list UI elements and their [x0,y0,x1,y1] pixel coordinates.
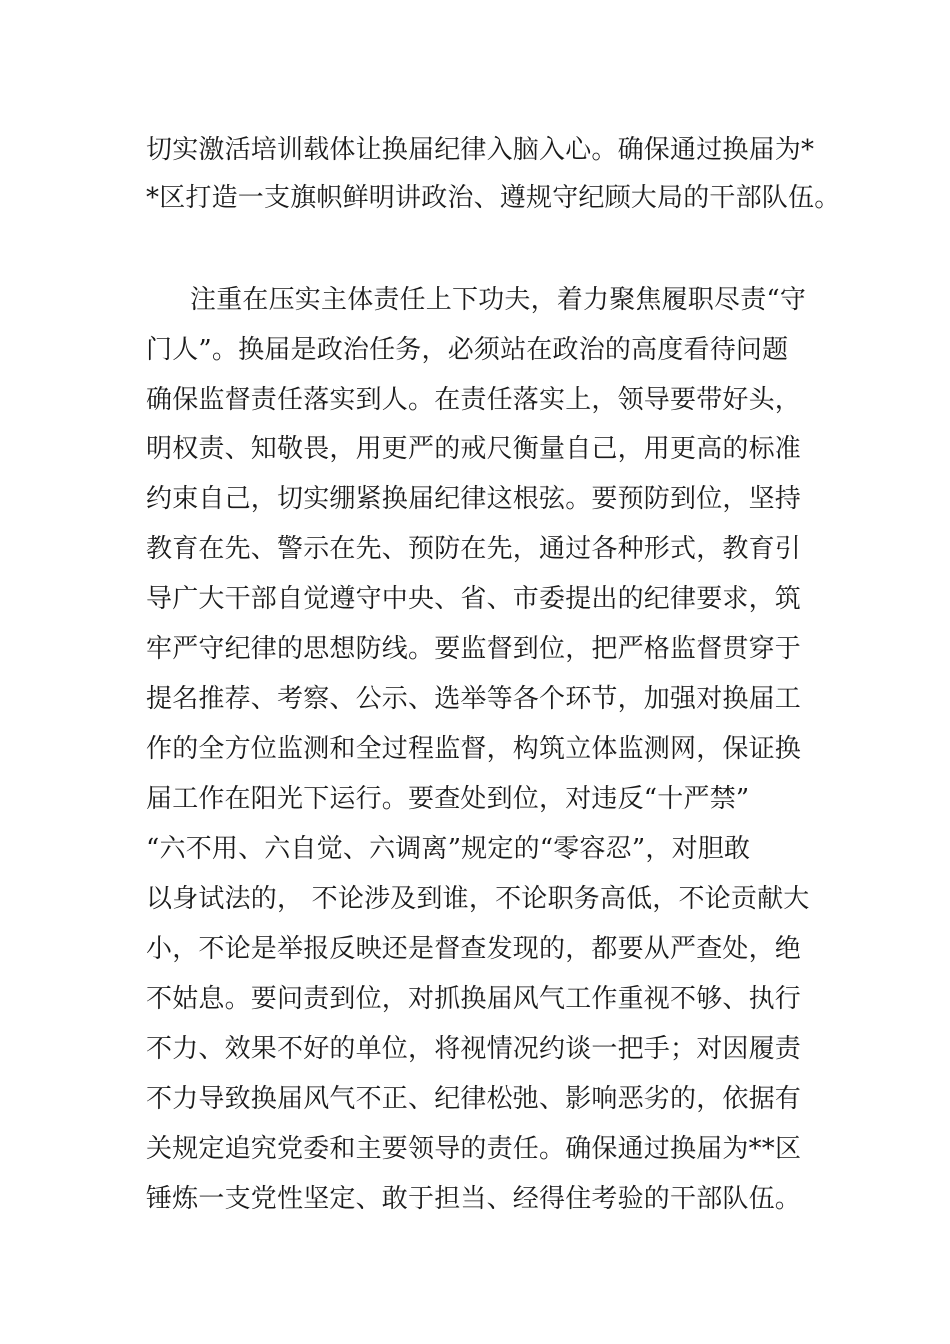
text-line: 门人”。换届是政治任务，必须站在政治的高度看待问题 [146,335,789,365]
text-line: 届工作在阳光下运行。要查处到位，对违反“十严禁” [146,784,750,814]
text-line: 教育在先、警示在先、预防在先，通过各种形式，教育引 [146,534,802,564]
text-line: 切实激活培训载体让换届纪律入脑入心。确保通过换届为* [146,135,815,165]
text-line: 以身试法的， 不论涉及到谁，不论职务高低，不论贡献大 [146,884,810,914]
text-line: 不力导致换届风气不正、纪律松弛、影响恶劣的，依据有 [146,1084,802,1114]
text-line: 注重在压实主体责任上下功夫，着力聚焦履职尽责“守 [190,285,807,315]
text-line: 关规定追究党委和主要领导的责任。确保通过换届为**区 [146,1134,802,1164]
text-line: 小，不论是举报反映还是督查发现的，都要从严查处，绝 [146,934,802,964]
text-line: 不姑息。要问责到位，对抓换届风气工作重视不够、执行 [146,984,802,1014]
text-line: 明权责、知敬畏，用更严的戒尺衡量自己，用更高的标准 [146,434,802,464]
text-line: 牢严守纪律的思想防线。要监督到位，把严格监督贯穿于 [146,634,802,664]
text-line: 锤炼一支党性坚定、敢于担当、经得住考验的干部队伍。 [146,1184,802,1214]
text-line: “六不用、六自觉、六调离”规定的“零容忍”，对胆敢 [146,834,751,864]
text-line: 作的全方位监测和全过程监督，构筑立体监测网，保证换 [146,734,802,764]
text-line: 不力、效果不好的单位，将视情况约谈一把手；对因履责 [146,1034,802,1064]
text-line: 确保监督责任落实到人。在责任落实上，领导要带好头， [146,385,802,415]
text-line: *区打造一支旗帜鲜明讲政治、遵规守纪顾大局的干部队伍。 [146,183,841,213]
text-line: 导广大干部自觉遵守中央、省、市委提出的纪律要求，筑 [146,584,802,614]
text-line: 约束自己，切实绷紧换届纪律这根弦。要预防到位，坚持 [146,484,802,514]
text-line: 提名推荐、考察、公示、选举等各个环节，加强对换届工 [146,684,802,714]
